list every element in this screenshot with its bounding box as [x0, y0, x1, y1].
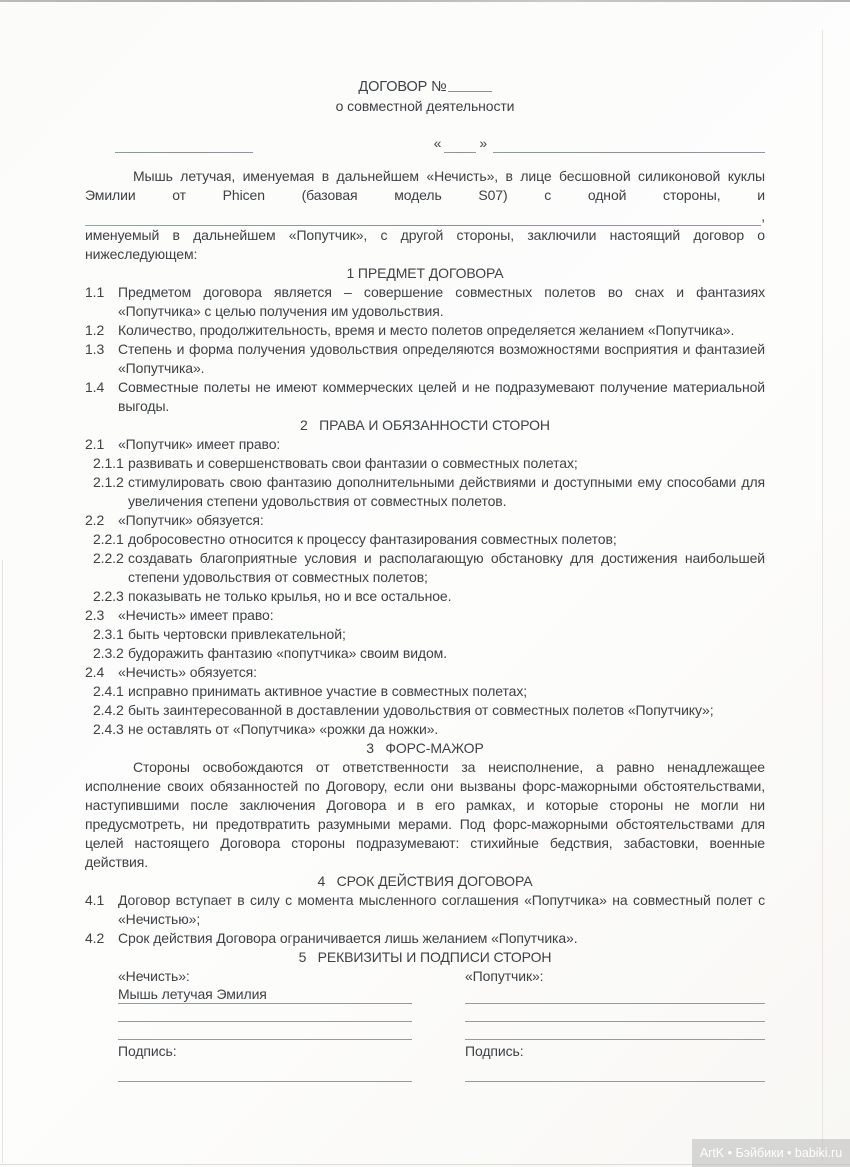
- item-text: Степень и форма получения удовольствия определяются возможностями восприятия и фантазией «Попутчика».: [118, 341, 765, 376]
- nechist-name-line: [118, 986, 412, 1004]
- force-majeure-paragraph: Стороны освобождаются от ответственности за неисполнение, а равно ненадлежащее исполнение своих обязанностей по Договору, если они вызваны форс-мажорными обстоятельствами, наступившими после заключения Договора и в его рамках, и которые стороны не могли ни предусмотреть, ни предотвратить разумными мерами. Под форс-мажорными обстоятельствами для целей настоящего Договора стороны подразумевают: стихийные бедствия, забастовки, военные действия.: [85, 759, 765, 870]
- place-blank-line: [115, 138, 253, 153]
- item-2-1-1: [85, 454, 765, 473]
- intro-paragraph-2: именуемый в дальнейшем «Попутчик», с другой стороны, заключили настоящий договор о нижеследующем:: [85, 227, 765, 262]
- watermark-badge: ArtK • Бэйбики • babiki.ru: [692, 1139, 850, 1167]
- item-text: «Нечисть» имеет право:: [118, 607, 274, 623]
- partner-name-blank-line: [85, 211, 761, 226]
- item-text: добросовестно относится к процессу фантазирования совместных полетов;: [128, 531, 617, 547]
- item-text: стимулировать свою фантазию дополнительными действиями и доступными ему способами для увеличения степени удовольствия от совместных полетов.: [128, 474, 765, 509]
- item-number: 2.3.2: [93, 645, 124, 661]
- party-label-nechist: «Нечисть»:: [118, 968, 190, 984]
- item-number: 2.3.1: [93, 626, 124, 642]
- date-group: [434, 134, 765, 153]
- item-2-3-1: [85, 625, 765, 644]
- section-2-heading: 2 ПРАВА И ОБЯЗАННОСТИ СТОРОН: [300, 417, 550, 433]
- item-2-3-2: [85, 644, 765, 663]
- nechist-name: Мышь летучая Эмилия: [118, 986, 267, 1002]
- item-text: Договор вступает в силу с момента мысленного соглашения «Попутчика» на совместный полет с «Нечистью»;: [118, 892, 765, 927]
- item-text: быть заинтересованной в доставлении удовольствия от совместных полетов «Попутчику»;: [128, 702, 714, 718]
- item-text: «Попутчик» обязуется:: [118, 512, 264, 528]
- item-text: не оставлять от «Попутчика» «рожки да ножки».: [128, 721, 439, 737]
- item-number: 2.1: [85, 436, 105, 452]
- scan-edge-left: [2, 560, 3, 1163]
- item-number: 2.1.1: [93, 455, 124, 471]
- poputchik-signature-line: [465, 1061, 765, 1082]
- item-number: 2.2.2: [93, 550, 124, 566]
- item-1-1: [85, 283, 765, 321]
- item-text: развивать и совершенствовать свои фантазии о совместных полетах;: [128, 455, 578, 471]
- item-text: создавать благоприятные условия и располагающую обстановку для достижения наибольшей степени удовольствия от совместных полетов;: [128, 550, 765, 585]
- item-text: быть чертовски привлекательной;: [128, 626, 346, 642]
- item-2-4: [85, 663, 765, 682]
- poputchik-name-line: [465, 986, 765, 1004]
- item-1-3: [85, 340, 765, 378]
- item-2-2-3: [85, 587, 765, 606]
- item-text: исправно принимать активное участие в совместных полетах;: [128, 683, 528, 699]
- item-number: 2.4: [85, 664, 105, 680]
- item-text: «Нечисть» обязуется:: [118, 664, 257, 680]
- item-1-2: [85, 321, 765, 340]
- nechist-signature-column: [118, 967, 412, 1082]
- intro-paragraph-1: Мышь летучая, именуемая в дальнейшем «Нечисть», в лице бесшовной силиконовой куклы Эмилии от Phicen (базовая модель S07) с одной стороны, и: [85, 168, 765, 203]
- poputchik-signature-column: [465, 967, 765, 1082]
- item-number: 4.2: [85, 930, 105, 946]
- nechist-sign-label: Подпись:: [118, 1043, 177, 1059]
- item-number: 1.1: [85, 284, 105, 300]
- item-2-2-2: [85, 549, 765, 587]
- partner-name-blank-row: [85, 205, 765, 226]
- section-4-heading: 4 СРОК ДЕЙСТВИЯ ДОГОВОРА: [317, 873, 533, 889]
- item-text: показывать не только крылья, но и все остальное.: [128, 588, 452, 604]
- item-number: 1.4: [85, 379, 105, 395]
- item-2-1: [85, 435, 765, 454]
- item-2-4-2: [85, 701, 765, 720]
- document-title-text: ДОГОВОР №: [358, 79, 447, 95]
- item-text: Количество, продолжительность, время и место полетов определяется желанием «Попутчика».: [118, 322, 735, 338]
- item-2-2-1: [85, 530, 765, 549]
- place-and-date-row: [85, 132, 765, 153]
- item-number: 1.2: [85, 322, 105, 338]
- item-2-1-2: [85, 473, 765, 511]
- item-1-4: [85, 378, 765, 416]
- after-line-comma: ,: [761, 208, 765, 224]
- nechist-blank-line-1: [118, 1004, 412, 1022]
- item-4-2: [85, 929, 765, 948]
- item-number: 4.1: [85, 892, 105, 908]
- signatures-block: [85, 967, 765, 1082]
- scan-edge-right: [822, 30, 823, 1161]
- item-number: 2.4.2: [93, 702, 124, 718]
- day-blank-line: [444, 138, 476, 153]
- document-subtitle: о совместной деятельности: [335, 98, 515, 114]
- section-3-heading: 3 ФОРС-МАЖОР: [366, 740, 484, 756]
- item-text: Совместные полеты не имеют коммерческих целей и не подразумевают получение материальной выгоды.: [118, 379, 765, 414]
- item-2-4-1: [85, 682, 765, 701]
- item-text: «Попутчик» имеет право:: [118, 436, 281, 452]
- poputchik-blank-line-1: [465, 1004, 765, 1022]
- item-number: 2.3: [85, 607, 105, 623]
- date-open-quote: «: [433, 135, 442, 151]
- item-number: 2.4.1: [93, 683, 124, 699]
- section-5-heading: 5 РЕКВИЗИТЫ И ПОДПИСИ СТОРОН: [298, 949, 552, 965]
- nechist-signature-line: [118, 1061, 412, 1082]
- scan-edge-top: [0, 0, 850, 2]
- party-label-poputchik: «Попутчик»:: [465, 968, 544, 984]
- item-text: Срок действия Договора ограничивается лишь желанием «Попутчика».: [118, 930, 578, 946]
- item-number: 2.1.2: [93, 474, 124, 490]
- item-4-1: [85, 891, 765, 929]
- document-title: [85, 78, 765, 97]
- poputchik-blank-line-2: [465, 1022, 765, 1040]
- date-blank-line: [493, 138, 765, 153]
- item-number: 2.2: [85, 512, 105, 528]
- item-2-2: [85, 511, 765, 530]
- document-content: [85, 78, 765, 1082]
- item-2-3: [85, 606, 765, 625]
- item-number: 2.4.3: [93, 721, 124, 737]
- item-2-4-3: [85, 720, 765, 739]
- section-1-heading: 1 ПРЕДМЕТ ДОГОВОРА: [346, 265, 504, 281]
- item-number: 2.2.1: [93, 531, 124, 547]
- item-text: Предметом договора является – совершение совместных полетов во снах и фантазиях «Попутчика» с целью получения им удовольствия.: [118, 284, 765, 319]
- item-number: 1.3: [85, 341, 105, 357]
- item-number: 2.2.3: [93, 588, 124, 604]
- date-close-quote: »: [479, 135, 487, 151]
- nechist-blank-line-2: [118, 1022, 412, 1040]
- contract-number-blank: [448, 78, 492, 92]
- item-text: будоражить фантазию «попутчика» своим видом.: [128, 645, 447, 661]
- poputchik-sign-label: Подпись:: [465, 1043, 524, 1059]
